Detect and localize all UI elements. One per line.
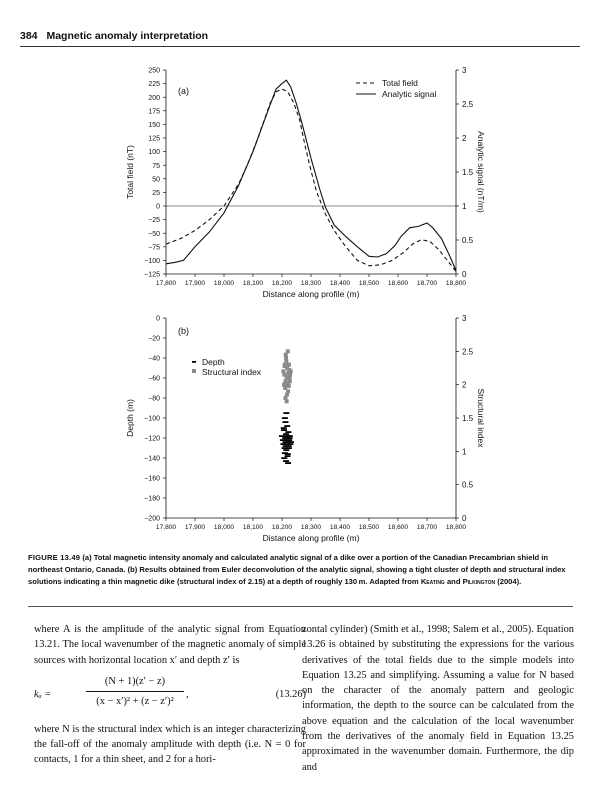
y-tick-label: −20 [148,335,160,343]
page-number: 384 [20,30,38,42]
x-tick-label: 18,400 [329,524,351,531]
paragraph: where N is the structural index which is an integer characterizing the fall-off of the anomaly amplitude with depth (i.e. N = 0 for contacts, 1 for a thin sheet, and 2 for a hori- [34,723,306,766]
depth-point [285,431,291,433]
caption-author-1: Keating [420,577,445,586]
x-tick-label: 17,900 [184,280,206,287]
y2-tick-label: 2.5 [462,100,474,109]
y-tick-label: 0 [156,203,160,211]
paragraph: where A is the amplitude of the analytic signal from Equation 13.21. The local wavenumber of the magnetic anomaly of simple sources with horizontal location x′ and depth z′ is [34,624,306,666]
equation-number: (13.26) [275,688,306,700]
y2-tick-label: 1.5 [462,414,474,423]
series-total-field-line [166,89,456,271]
y2-tick-label: 1 [462,202,467,211]
y-tick-label: 100 [148,149,160,157]
paragraph: zontal cylinder) (Smith et al., 1998; Salem et al., 2005). Equation 13.26 is obtained by substituting the expressions for the various derivatives of the total fields due to the simple models into Equation 13.25 and simplifying. Assuming a value for N based on the character of the anomaly pattern and geologic information, the depth to the source can be calculated from the above equation and the calculation of the local wavenumber from the derivatives of the anomaly field in Equation 13.25 approximated in the wavenumber domain. Furthermore, the dip and [302,624,574,773]
y-tick-label: 0 [156,315,160,323]
y-tick-label: 200 [148,94,160,102]
depth-point [286,447,292,449]
x-tick-label: 18,200 [271,280,293,287]
y-tick-label: −50 [148,230,160,238]
caption-text: (a) Total magnetic intensity anomaly and calculated analytic signal of a dike over a portion of the Canadian Precambrian shield in northeast Ontario, Canada. (b) Results obtained from Euler deconvolution of the analytic signal, showing a tight cluster of depth and structural index solutions indicating a thin magnetic dike (structural index of 2.15) at a depth of roughly 130 m. Adapted from [28,553,566,586]
structural-index-point [283,364,287,368]
structural-index-point [284,359,288,363]
x-tick-label: 17,800 [155,280,177,287]
y2-tick-label: 1.5 [462,168,474,177]
x-tick-label: 18,700 [416,280,438,287]
structural-index-point [285,399,289,403]
y-tick-label: −200 [144,515,160,523]
caption-year: (2004). [497,577,522,586]
y2-tick-label: 0 [462,514,467,523]
x-tick-label: 18,800 [445,280,467,287]
y-tick-label: 25 [152,190,160,197]
y-tick-label: −180 [144,495,160,503]
y-tick-label: 250 [148,67,160,75]
structural-index-point [284,381,288,385]
equation-fraction [86,674,184,710]
equation-numerator: (N + 1)(z′ − z) [86,674,184,692]
x-tick-label: 18,400 [329,280,351,287]
structural-index-point [288,379,292,383]
equation-denominator: (x − x′)² + (z − z′)² [96,696,174,708]
x-tick-label: 17,900 [184,524,206,531]
structural-index-point [287,368,291,372]
y2-tick-label: 2.5 [462,347,474,357]
depth-point [285,455,291,457]
depth-point [287,437,293,439]
y-tick-label: 125 [148,135,160,143]
y-tick-label: −40 [148,355,160,363]
legend-swatch-depth [192,361,196,363]
series-analytic-signal-line [166,80,456,270]
x-tick-label: 18,500 [358,524,380,531]
body-column-left [34,622,306,768]
y-tick-label: −100 [144,415,160,423]
y-tick-label: −140 [144,455,160,463]
x-tick-label: 18,600 [387,280,409,287]
x-tick-label: 18,100 [242,524,264,531]
depth-point [281,427,287,429]
y-tick-label: −75 [148,244,160,252]
y-axis-title: Depth (m) [125,399,135,437]
depth-point [285,453,291,455]
depth-point [283,412,289,414]
x-tick-label: 18,200 [271,524,293,531]
depth-point [282,417,288,419]
depth-point [283,460,289,462]
depth-point [284,435,290,437]
chart-panel-b [144,314,473,531]
x-tick-label: 18,100 [242,280,264,287]
equation-comma: , [186,688,189,700]
x-axis-title: Distance along profile (m) [262,533,360,543]
body-column-right [302,622,574,775]
chart-panel-a [144,66,473,287]
structural-index-point [286,375,290,379]
caption-divider [28,606,573,607]
y-tick-label: 150 [148,122,160,129]
y2-tick-label: 2 [462,380,467,390]
panel-label: (b) [178,326,189,336]
depth-point [286,439,292,441]
panel-label: (a) [178,86,189,96]
x-tick-label: 18,300 [300,280,322,287]
x-tick-label: 18,500 [358,280,380,287]
y-tick-label: 175 [148,108,160,116]
x-tick-label: 18,700 [416,524,438,531]
x-axis-title: Distance along profile (m) [262,289,360,299]
structural-index-point [286,389,290,393]
depth-point [288,441,294,443]
structural-index-point [286,349,290,353]
y-tick-label: 50 [152,176,160,184]
y2-tick-label: 2 [462,134,467,143]
depth-point [282,421,288,423]
x-tick-label: 18,000 [213,280,235,287]
y-tick-label: −125 [144,271,160,279]
x-tick-label: 18,600 [387,524,409,531]
legend-label-depth: Depth [202,357,225,367]
y2-tick-label: 0.5 [462,236,474,245]
equation-lhs: kₐ = [34,688,52,700]
figure-caption [28,552,573,588]
x-tick-label: 17,800 [155,524,177,531]
y-tick-label: −80 [148,395,160,403]
depth-point [284,425,290,427]
y-tick-label: −160 [144,475,160,483]
depth-point [286,445,292,447]
equation-13-26 [34,674,306,718]
depth-point [281,457,287,459]
y2-tick-label: 3 [462,66,467,75]
y-axis-title: Total field (nT) [125,145,135,199]
legend-swatch-structural-index [192,369,196,373]
legend-label-analytic-signal: Analytic signal [382,89,437,99]
caption-author-2: Pilkington [462,577,496,586]
y-tick-label: −100 [144,258,160,265]
x-tick-label: 18,300 [300,524,322,531]
legend-label-total-field: Total field [382,78,418,88]
x-tick-label: 18,800 [445,524,467,531]
x-tick-label: 18,000 [213,524,235,531]
y-tick-label: 75 [152,162,160,170]
depth-point [281,429,287,431]
y-tick-label: −25 [148,217,160,225]
y-tick-label: −120 [144,435,160,443]
y2-tick-label: 0.5 [462,480,474,490]
depth-point [287,443,293,445]
running-title: Magnetic anomaly interpretation [46,30,209,42]
depth-point [283,449,289,451]
legend-label-structural-index: Structural index [202,367,262,377]
depth-point [283,433,289,435]
caption-and: and [446,577,461,586]
y2-tick-label: 0 [462,270,467,279]
y-tick-label: −60 [148,375,160,383]
depth-point [279,435,285,437]
caption-label: FIGURE 13.49 [28,553,81,562]
y2-tick-label: 3 [462,314,467,323]
y2-axis-title: Structural index [476,388,486,448]
depth-point [285,462,291,464]
y2-tick-label: 1 [462,447,467,457]
y2-axis-title: Analytic signal (nT/m) [476,131,486,213]
y-tick-label: 225 [148,81,160,89]
